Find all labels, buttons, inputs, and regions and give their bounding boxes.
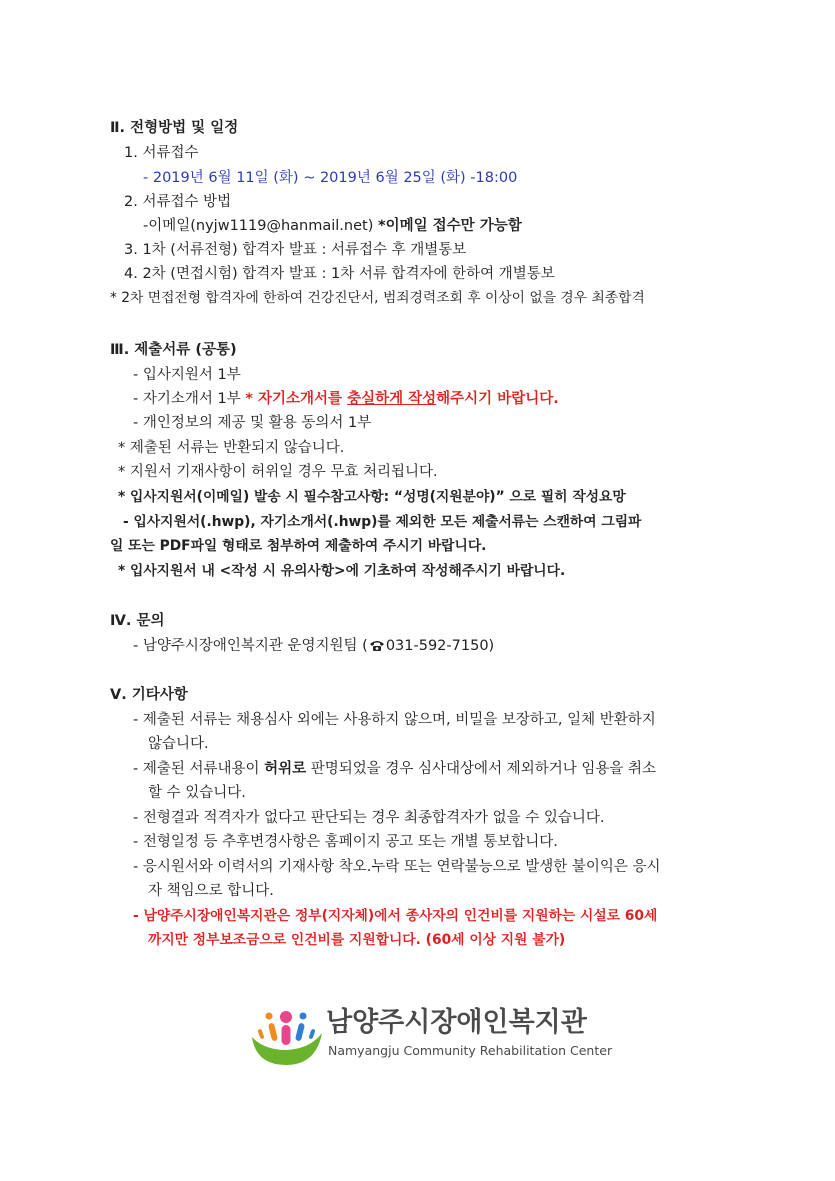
section4-heading: Ⅳ. 문의 [110, 613, 165, 629]
section2-heading: Ⅱ. 전형방법 및 일정 [110, 120, 239, 136]
phone-icon [369, 638, 385, 658]
section2-item1: 1. 서류접수 [124, 145, 199, 161]
section3-doc3: - 개인정보의 제공 및 활용 동의서 1부 [133, 415, 372, 431]
section3-note3: * 입사지원서(이메일) 발송 시 필수참고사항: “성명(지원분야)” 으로 필히 작성요망 [118, 489, 626, 505]
section5-item2b: 할 수 있습니다. [148, 785, 246, 801]
logo-english-name: Namyangju Community Rehabilitation Center [328, 1043, 613, 1058]
section3-doc2-red-underline: 충실하게 작성 [347, 391, 437, 407]
section3-note4a: - 입사지원서(.hwp), 자기소개서(.hwp)를 제외한 모든 제출서류는 스캔하여 그림파 [123, 514, 642, 530]
section3-note4b: 일 또는 PDF파일 형태로 첨부하여 제출하여 주시기 바랍니다. [110, 538, 487, 554]
section4-contact [133, 636, 494, 658]
section5-item6b: 까지만 정부보조금으로 인건비를 지원합니다. (60세 이상 지원 불가) [148, 932, 566, 948]
section5-item1b: 않습니다. [148, 736, 209, 752]
section2-email: -이메일(nyjw1119@hanmail.net) [143, 218, 378, 234]
section2-note: * 2차 면접전형 합격자에 한하여 건강진단서, 범죄경력조회 후 이상이 없을 경우 최종합격 [110, 290, 645, 306]
section3-doc2 [133, 389, 559, 409]
section4-contact-text: - 남양주시장애인복지관 운영지원팀 ( [133, 638, 368, 654]
organization-logo [250, 1003, 613, 1073]
section2-email-note: *이메일 접수만 가능함 [377, 218, 522, 234]
section5-item1a: - 제출된 서류는 채용심사 외에는 사용하지 않으며, 비밀을 보장하고, 일체 반환하지 [133, 712, 656, 728]
section5-item2-pre: - 제출된 서류내용이 [133, 761, 265, 777]
section5-item4: - 전형일정 등 추후변경사항은 홈페이지 공고 또는 개별 통보합니다. [133, 834, 558, 850]
section2-item4: 4. 2차 (면접시험) 합격자 발표 : 1차 서류 합격자에 한하여 개별통보 [124, 266, 555, 282]
section3-doc2-red-post: 해주시기 바랍니다. [436, 391, 559, 407]
section5-item5b: 자 책임으로 합니다. [148, 883, 274, 899]
section2-item1-date: - 2019년 6월 11일 (화) ~ 2019년 6월 25일 (화) -18:00 [143, 170, 518, 186]
section3-note5: * 입사지원서 내 <작성 시 유의사항>에 기초하여 작성해주시기 바랍니다. [118, 563, 566, 579]
section5-item2a [133, 759, 656, 779]
section5-item2-bold: 허위로 [264, 761, 307, 777]
section5-item3: - 전형결과 적격자가 없다고 판단되는 경우 최종합격자가 없을 수 있습니다. [133, 810, 605, 826]
section2-item2-row [143, 216, 522, 236]
section3-heading: Ⅲ. 제출서류 (공통) [110, 342, 237, 358]
section3-note1: * 제출된 서류는 반환되지 않습니다. [118, 440, 345, 456]
section3-doc2-text: - 자기소개서 1부 [133, 391, 246, 407]
logo-emblem-icon [250, 1003, 324, 1069]
section2-item3: 3. 1차 (서류전형) 합격자 발표 : 서류접수 후 개별통보 [124, 242, 467, 258]
section2-item2: 2. 서류접수 방법 [124, 194, 232, 210]
logo-name: 남양주시장애인복지관 [326, 1007, 587, 1038]
section3-note2: * 지원서 기재사항이 허위일 경우 무효 처리됩니다. [118, 464, 438, 480]
section5-item2-post: 판명되었을 경우 심사대상에서 제외하거나 임용을 취소 [306, 761, 656, 777]
section5-item6a: - 남양주시장애인복지관은 정부(지자체)에서 종사자의 인건비를 지원하는 시설로 60세 [133, 908, 658, 924]
section4-contact-phone: 031-592-7150) [385, 638, 495, 654]
section5-item5a: - 응시원서와 이력서의 기재사항 착오.누락 또는 연락불능으로 발생한 불이익은 응시 [133, 859, 661, 875]
section5-heading: Ⅴ. 기타사항 [110, 687, 188, 703]
section3-doc2-red: * 자기소개서를 [245, 391, 348, 407]
section3-doc1: - 입사지원서 1부 [133, 367, 241, 383]
